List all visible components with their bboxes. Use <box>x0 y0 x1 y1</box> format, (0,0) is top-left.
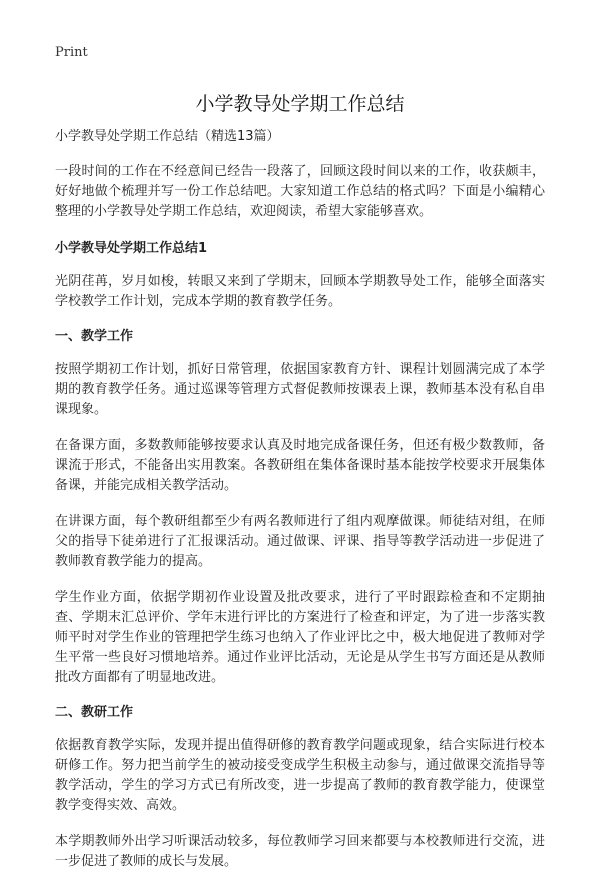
article-heading: 小学教导处学期工作总结1 <box>55 241 208 256</box>
paragraph: 本学期教师外出学习听课活动较多，每位教师学习回来都要与本校教师进行交流，进一步促进了教师的成长与发展。 <box>55 834 545 869</box>
section-heading-teaching: 一、教学工作 <box>55 329 134 344</box>
paragraph: 依据教育教学实际，发现并提出值得研修的教育教学问题或现象，结合实际进行校本研修工作。努力把当前学生的被动接受变成学生积极主动参与，通过做课交流指导等教学活动，学生的学习方式已有所改变，进一步提高了教师的教育教学能力，使课堂教学变得实效、高效。 <box>55 738 545 813</box>
paragraph: 按照学期初工作计划，抓好日常管理，依据国家教育方针、课程计划圆满完成了本学期的教育教学任务。通过巡课等管理方式督促教师按课表上课，教师基本没有私自串课现象。 <box>55 362 545 417</box>
article-intro-paragraph: 光阴荏苒，岁月如梭，转眼又来到了学期末，回顾本学期教导处工作，能够全面落实学校教学工作计划，完成本学期的教育教学任务。 <box>55 274 545 309</box>
document-subtitle: 小学教导处学期工作总结（精选13篇） <box>55 129 280 144</box>
print-link[interactable]: Print <box>55 45 88 60</box>
paragraph: 在讲课方面，每个教研组都至少有两名教师进行了组内观摩做课。师徒结对组，在师父的指导下徒弟进行了汇报课活动。通过做课、评课、指导等教学活动进一步促进了教师教育教学能力的提高。 <box>55 514 545 569</box>
section-heading-research: 二、教研工作 <box>55 705 134 720</box>
paragraph: 学生作业方面，依据学期初作业设置及批改要求，进行了平时跟踪检查和不定期抽查、学期末汇总评价、学年末进行评比的方案进行了检查和评定，为了进一步落实教师平时对学生作业的管理把学生练习也纳入了作业评比之中，极大地促进了教师对学生平常一些良好习惯地培养。通过作业评比活动，无论是从学生书写方面还是从教师批改方面都有了明显地改进。 <box>55 590 545 685</box>
page-title: 小学教导处学期工作总结 <box>195 93 405 115</box>
intro-paragraph: 一段时间的工作在不经意间已经告一段落了，回顾这段时间以来的工作，收获颇丰，好好地做个梳理并写一份工作总结吧。大家知道工作总结的格式吗？下面是小编精心整理的小学教导处学期工作总结，欢迎阅读，希望大家能够喜欢。 <box>55 164 545 219</box>
paragraph: 在备课方面，多数教师能够按要求认真及时地完成备课任务，但还有极少数教师，备课流于形式，不能备出实用教案。各教研组在集体备课时基本能按学校要求开展集体备课，并能完成相关教学活动。 <box>55 438 545 493</box>
